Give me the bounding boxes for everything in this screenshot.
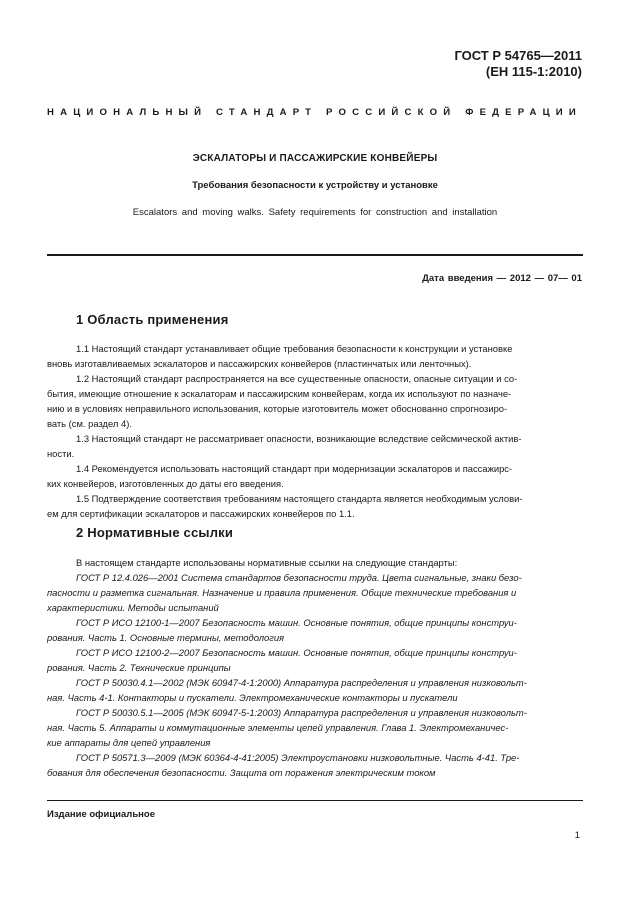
national-standard-banner: НАЦИОНАЛЬНЫЙ СТАНДАРТ РОССИЙСКОЙ ФЕДЕРАЦИИ [47, 107, 582, 118]
footer-divider [47, 800, 583, 801]
reference-line: рования. Часть 2. Технические принципы [47, 662, 231, 673]
page-number: 1 [574, 830, 580, 841]
text-line: бытия, имеющие отношение к эскалаторам и пассажирским конвейерам, когда их используют по назначе- [47, 388, 512, 399]
text-line: В настоящем стандарте использованы нормативные ссылки на следующие стандарты: [76, 557, 458, 568]
standard-code-en: (ЕН 115-1:2010) [485, 64, 582, 79]
title-divider [47, 254, 583, 256]
introduction-date: Дата введения — 2012 — 07— 01 [422, 273, 582, 284]
reference-line: характеристики. Методы испытаний [47, 602, 219, 613]
reference-line: ГОСТ Р 50030.5.1—2005 (МЭК 60947-5-1:2003) Аппаратура распределения и управления низковольт- [76, 707, 527, 718]
section-1-heading: 1 Область применения [76, 312, 229, 327]
section-1-body [47, 341, 583, 521]
text-line: ности. [47, 448, 75, 459]
reference-line: кие аппараты для цепей управления [47, 737, 211, 748]
text-line: ких конвейеров, изготовленных до даты его введения. [47, 478, 284, 489]
reference-line: ГОСТ Р 50030.4.1—2002 (МЭК 60947-4-1:2000) Аппаратура распределения и управления низковольт- [76, 677, 527, 688]
text-line: вать (см. раздел 4). [47, 418, 132, 429]
text-line: ем для сертификации эскалаторов и пассажирских конвейеров по 1.1. [47, 508, 355, 519]
text-line: 1.5 Подтверждение соответствия требованиям настоящего стандарта является необходимым услови- [76, 493, 523, 504]
text-line: 1.1 Настоящий стандарт устанавливает общие требования безопасности к конструкции и установке [76, 343, 513, 354]
reference-line: ГОСТ Р ИСО 12100-2—2007 Безопасность машин. Основные понятия, общие принципы конструи- [76, 647, 517, 658]
section-2-heading: 2 Нормативные ссылки [76, 525, 234, 540]
reference-line: ГОСТ Р 50571.3—2009 (МЭК 60364-4-41:2005) Электроустановки низковольтные. Часть 4-41. Тре- [76, 752, 520, 763]
text-line: 1.2 Настоящий стандарт распространяется на все существенные опасности, опасные ситуации и со- [76, 373, 518, 384]
document-title: ЭСКАЛАТОРЫ И ПАССАЖИРСКИЕ КОНВЕЙЕРЫ [192, 153, 438, 164]
text-line: 1.3 Настоящий стандарт не рассматривает опасности, возникающие вследствие сейсмической актив- [76, 433, 522, 444]
reference-line: ная. Часть 4-1. Контакторы и пускатели. Электромеханические контакторы и пускатели [47, 692, 458, 703]
document-title-english: Escalators and moving walks. Safety requirements for construction and installation [132, 207, 498, 218]
standard-code: ГОСТ Р 54765—2011 [454, 48, 582, 63]
reference-line: пасности и разметка сигнальная. Назначение и правила применения. Общие технические требования и [47, 587, 517, 598]
text-line: 1.4 Рекомендуется использовать настоящий стандарт при модернизации эскалаторов и пассажирс- [76, 463, 513, 474]
official-edition-label: Издание официальное [47, 809, 155, 820]
text-line: вновь изготавливаемых эскалаторов и пассажирских конвейеров (пластинчатых или ленточных). [47, 358, 472, 369]
reference-line: ГОСТ Р 12.4.026—2001 Система стандартов безопасности труда. Цвета сигнальные, знаки безо- [76, 572, 522, 583]
reference-line: ная. Часть 5. Аппараты и коммутационные элементы цепей управления. Глава 1. Электромеханичес- [47, 722, 509, 733]
reference-line: рования. Часть 1. Основные термины, методология [47, 632, 285, 643]
reference-line: ГОСТ Р ИСО 12100-1—2007 Безопасность машин. Основные понятия, общие принципы конструи- [76, 617, 517, 628]
section-2-body [47, 555, 583, 780]
text-line: нию и в условиях неправильного использования, которые изготовитель может обоснованно спрогнозиро- [47, 403, 508, 414]
reference-line: бования для обеспечения безопасности. Защита от поражения электрическим током [47, 767, 436, 778]
document-subtitle: Требования безопасности к устройству и установке [192, 180, 438, 191]
